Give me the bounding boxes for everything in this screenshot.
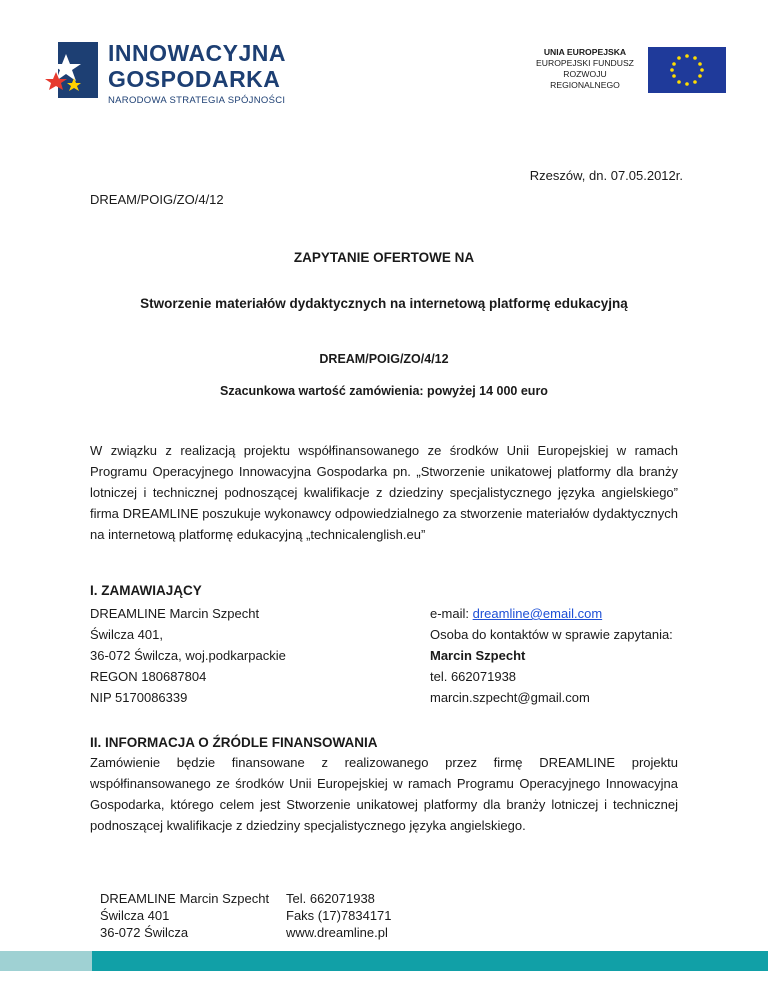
buyer-contact [430,603,710,708]
footer-website[interactable]: www.dreamline.pl [286,925,388,940]
footer-city: 36-072 Świlcza [100,925,189,940]
footer-bar-light [0,951,92,971]
reference-top: DREAM/POIG/ZO/4/12 [90,192,224,207]
email-line [430,603,710,624]
buyer-company: DREAMLINE Marcin Szpecht [90,606,260,621]
contact-name: Marcin Szpecht [430,648,526,663]
section-zamawiajacy-title: I. ZAMAWIAJĄCY [90,583,202,598]
logo-line2: GOSPODARKA [108,66,281,92]
buyer-nip: NIP 5170086339 [90,690,188,705]
footer-street: Świlcza 401 [100,908,170,923]
financing-paragraph: Zamówienie będzie finansowane z realizowanego przez firmę DREAMLINE projektu współfinansowanego ze środków Unii Europejskiej w ramach Programu Operacyjnego Innowacyjna Gospodarka, którego celem jest Stworzenie unikatowej platformy dla branży lotniczej i technicznej podnoszącej kwalifikacje z dziedziny specjalistycznego języka angielskiego. [90,755,678,833]
footer-fax: Faks (17)7834171 [286,908,392,923]
contact-label: Osoba do kontaktów w sprawie zapytania: [430,627,673,642]
logo-subline: NARODOWA STRATEGIA SPÓJNOŚCI [108,95,286,106]
footer-company: DREAMLINE Marcin Szpecht [100,891,270,906]
contact-email: marcin.szpecht@gmail.com [430,690,590,705]
footer-phone: Tel. 662071938 [286,891,375,906]
innowacyjna-gospodarka-logo [44,32,304,110]
eu-text [530,47,640,91]
eu-line1: UNIA EUROPEJSKA [543,47,627,57]
buyer-city: 36-072 Świlcza, woj.podkarpackie [90,648,286,663]
eu-line2: EUROPEJSKI FUNDUSZ [536,58,634,68]
date-line: Rzeszów, dn. 07.05.2012r. [529,168,683,183]
footer-bar-dark [92,951,768,971]
email-link[interactable]: dreamline@email.com [472,606,603,621]
stars-flag-icon [44,32,102,110]
buyer-street: Świlcza 401, [90,627,163,642]
contact-phone: tel. 662071938 [430,669,517,684]
eu-logo [526,47,726,93]
section-finansowanie-title: II. INFORMACJA O ŹRÓDLE FINANSOWANIA [90,735,378,750]
email-label: e-mail: [430,606,473,621]
eu-flag-icon [648,47,726,93]
footer-address [100,890,269,941]
estimated-value: Szacunkowa wartość zamówienia: powyżej 14 000 euro [220,384,548,398]
reference-center: DREAM/POIG/ZO/4/12 [319,352,449,366]
intro-paragraph: W związku z realizacją projektu współfinansowanego ze środków Unii Europejskiej w ramach Programu Operacyjnego Innowacyjna Gospodarka pn. „Stworzenie unikatowej platformy dla branży lotniczej i technicznej podnoszącej kwalifikacje z dziedziny specjalistycznego języka angielskiego” firma DREAMLINE poszukuje wykonawcy odpowiedzialnego za stworzenie materiałów dydaktycznych na internetową platformę edukacyjną „technicalenglish.eu” [90,443,678,542]
buyer-address [90,603,390,708]
footer-contact [286,890,392,941]
document-subtitle: Stworzenie materiałów dydaktycznych na internetową platformę edukacyjną [140,296,628,311]
buyer-regon: REGON 180687804 [90,669,207,684]
eu-line3: ROZWOJU REGIONALNEGO [550,69,620,90]
document-title: ZAPYTANIE OFERTOWE NA [293,250,475,265]
logo-line1: INNOWACYJNA [108,40,287,66]
